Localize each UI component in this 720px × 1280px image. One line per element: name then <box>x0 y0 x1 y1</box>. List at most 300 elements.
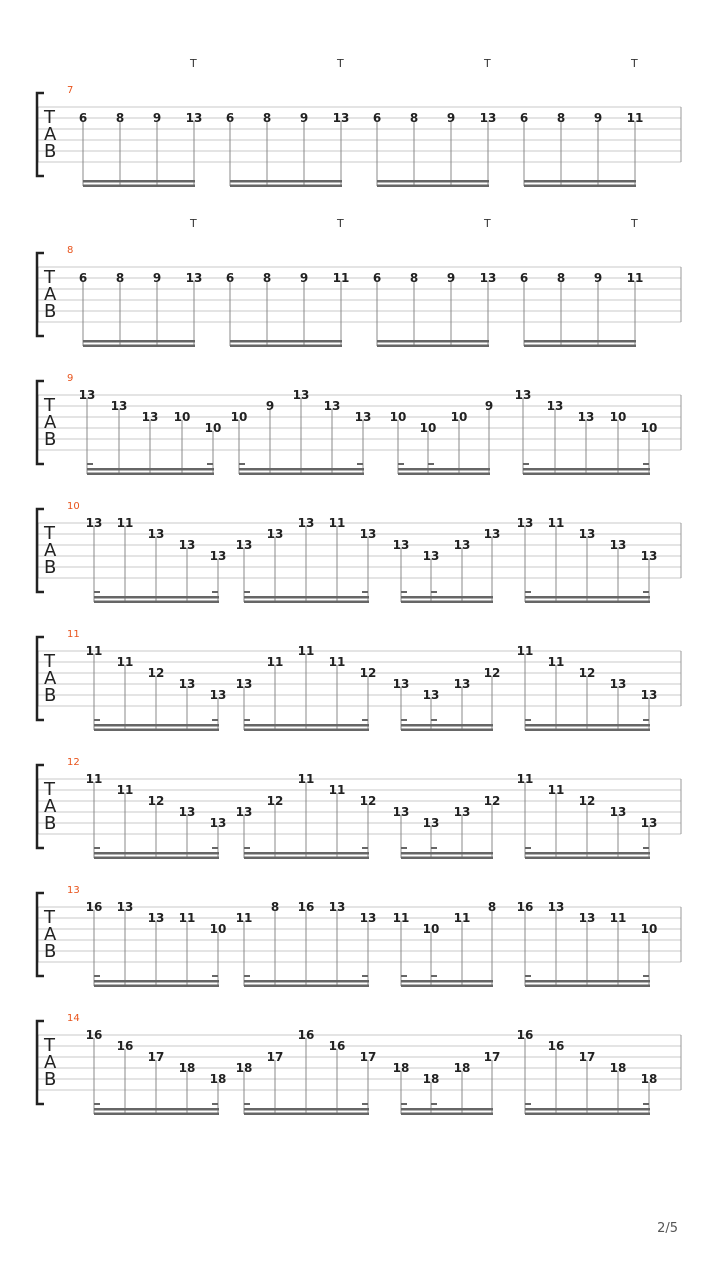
note-flag <box>401 1103 407 1105</box>
fret-number: 8 <box>556 271 566 285</box>
note-beam <box>525 724 650 727</box>
fret-number: 18 <box>609 1061 627 1075</box>
fret-number: 13 <box>547 900 565 914</box>
tab-system <box>37 629 681 731</box>
note-beam <box>377 345 489 348</box>
note-flag <box>362 847 368 849</box>
note-beam <box>377 180 489 183</box>
note-flag <box>643 975 649 977</box>
fret-number: 18 <box>422 1072 440 1086</box>
fret-number: 13 <box>609 538 627 552</box>
note-flag <box>244 847 250 849</box>
staff-bracket <box>37 381 44 464</box>
fret-number: 12 <box>483 794 501 808</box>
note-flag <box>212 719 218 721</box>
fret-number: 13 <box>209 549 227 563</box>
fret-number: 13 <box>235 538 253 552</box>
note-flag <box>87 463 93 465</box>
fret-number: 13 <box>392 538 410 552</box>
note-beam <box>244 1113 369 1116</box>
note-flag <box>401 719 407 721</box>
note-flag <box>525 1103 531 1105</box>
note-beam <box>230 180 342 183</box>
fret-number: 6 <box>372 111 382 125</box>
fret-number: 10 <box>450 410 468 424</box>
note-beam <box>398 473 490 476</box>
note-flag <box>431 591 437 593</box>
note-beam <box>377 340 489 343</box>
note-flag <box>401 591 407 593</box>
fret-number: 12 <box>147 666 165 680</box>
note-flag <box>244 719 250 721</box>
fret-number: 13 <box>116 900 134 914</box>
note-beam <box>239 468 364 471</box>
note-beam <box>244 852 369 855</box>
fret-number: 9 <box>265 399 275 413</box>
tab-clef-letter: B <box>44 429 57 450</box>
fret-number: 10 <box>204 421 222 435</box>
fret-number: 12 <box>578 794 596 808</box>
tab-system <box>37 1013 681 1115</box>
note-beam <box>83 340 195 343</box>
fret-number: 13 <box>422 816 440 830</box>
measure-number: 12 <box>67 757 80 768</box>
fret-number: 11 <box>453 911 471 925</box>
tab-clef-letter: A <box>44 124 57 145</box>
note-beam <box>244 1108 369 1111</box>
fret-number: 10 <box>209 922 227 936</box>
note-beam <box>94 601 219 604</box>
fret-number: 12 <box>359 666 377 680</box>
fret-number: 12 <box>147 794 165 808</box>
fret-number: 18 <box>453 1061 471 1075</box>
note-beam <box>525 1113 650 1116</box>
fret-number: 11 <box>235 911 253 925</box>
note-flag <box>525 975 531 977</box>
tap-marker: T <box>484 57 491 70</box>
note-flag <box>401 975 407 977</box>
note-beam <box>523 473 650 476</box>
measure-number: 10 <box>67 501 80 512</box>
fret-number: 10 <box>640 922 658 936</box>
fret-number: 12 <box>578 666 596 680</box>
fret-number: 13 <box>640 549 658 563</box>
tap-marker: T <box>337 217 344 230</box>
note-beam <box>401 1108 493 1111</box>
measure-number: 7 <box>67 85 74 96</box>
note-beam <box>524 180 636 183</box>
fret-number: 13 <box>609 805 627 819</box>
fret-number: 17 <box>147 1050 165 1064</box>
note-beam <box>94 724 219 727</box>
fret-number: 11 <box>516 644 534 658</box>
tab-clef-letter: A <box>44 412 57 433</box>
fret-number: 17 <box>266 1050 284 1064</box>
note-beam <box>94 596 219 599</box>
tab-clef-letter: A <box>44 284 57 305</box>
page-number: 2/5 <box>657 1221 678 1236</box>
note-beam <box>244 857 369 860</box>
fret-number: 10 <box>640 421 658 435</box>
measure-number: 11 <box>67 629 80 640</box>
fret-number: 18 <box>178 1061 196 1075</box>
fret-number: 10 <box>230 410 248 424</box>
fret-number: 16 <box>516 1028 534 1042</box>
note-beam <box>94 1113 219 1116</box>
note-beam <box>87 473 214 476</box>
note-flag <box>643 463 649 465</box>
fret-number: 12 <box>359 794 377 808</box>
fret-number: 8 <box>556 111 566 125</box>
fret-number: 13 <box>147 911 165 925</box>
fret-number: 11 <box>116 783 134 797</box>
fret-number: 9 <box>593 111 603 125</box>
fret-number: 13 <box>110 399 128 413</box>
tab-system <box>37 217 681 347</box>
note-beam <box>524 345 636 348</box>
tab-clef-letter: A <box>44 924 57 945</box>
fret-number: 9 <box>484 399 494 413</box>
fret-number: 13 <box>141 410 159 424</box>
fret-number: 13 <box>178 538 196 552</box>
measure-number: 14 <box>67 1013 80 1024</box>
note-flag <box>212 1103 218 1105</box>
tap-marker: T <box>631 57 638 70</box>
tab-clef-letter: T <box>44 395 55 416</box>
fret-number: 11 <box>626 111 644 125</box>
note-beam <box>230 340 342 343</box>
tab-system <box>37 757 681 859</box>
fret-number: 16 <box>516 900 534 914</box>
note-beam <box>230 185 342 188</box>
note-flag <box>398 463 404 465</box>
tap-marker: T <box>631 217 638 230</box>
note-beam <box>524 185 636 188</box>
tab-clef-letter: B <box>44 685 57 706</box>
note-beam <box>401 980 493 983</box>
fret-number: 17 <box>359 1050 377 1064</box>
fret-number: 13 <box>453 538 471 552</box>
fret-number: 8 <box>262 111 272 125</box>
note-flag <box>94 1103 100 1105</box>
note-beam <box>87 468 214 471</box>
note-flag <box>212 847 218 849</box>
note-beam <box>94 857 219 860</box>
fret-number: 13 <box>147 527 165 541</box>
tab-system <box>37 885 681 987</box>
note-flag <box>244 591 250 593</box>
fret-number: 13 <box>609 677 627 691</box>
fret-number: 13 <box>640 816 658 830</box>
note-flag <box>525 591 531 593</box>
fret-number: 13 <box>85 516 103 530</box>
note-beam <box>244 724 369 727</box>
fret-number: 8 <box>262 271 272 285</box>
fret-number: 13 <box>235 805 253 819</box>
note-beam <box>525 852 650 855</box>
tap-marker: T <box>190 217 197 230</box>
note-flag <box>431 975 437 977</box>
fret-number: 12 <box>483 666 501 680</box>
fret-number: 13 <box>328 900 346 914</box>
measure-number: 9 <box>67 373 74 384</box>
note-beam <box>377 185 489 188</box>
note-flag <box>643 591 649 593</box>
fret-number: 11 <box>328 516 346 530</box>
fret-number: 16 <box>85 1028 103 1042</box>
fret-number: 13 <box>479 111 497 125</box>
note-beam <box>244 980 369 983</box>
note-flag <box>94 591 100 593</box>
tab-clef-letter: B <box>44 301 57 322</box>
fret-number: 16 <box>85 900 103 914</box>
fret-number: 11 <box>547 516 565 530</box>
fret-number: 11 <box>85 772 103 786</box>
note-beam <box>525 985 650 988</box>
note-flag <box>401 847 407 849</box>
note-flag <box>244 1103 250 1105</box>
note-flag <box>525 719 531 721</box>
fret-number: 13 <box>185 111 203 125</box>
note-beam <box>401 852 493 855</box>
note-beam <box>525 601 650 604</box>
staff-bracket <box>37 765 44 848</box>
fret-number: 9 <box>152 111 162 125</box>
fret-number: 9 <box>299 111 309 125</box>
fret-number: 18 <box>640 1072 658 1086</box>
fret-number: 8 <box>115 271 125 285</box>
fret-number: 13 <box>354 410 372 424</box>
note-flag <box>94 975 100 977</box>
tab-clef-letter: T <box>44 651 55 672</box>
note-flag <box>362 975 368 977</box>
fret-number: 13 <box>78 388 96 402</box>
note-beam <box>525 857 650 860</box>
tab-clef-letter: T <box>44 267 55 288</box>
note-flag <box>525 847 531 849</box>
fret-number: 9 <box>446 111 456 125</box>
fret-number: 13 <box>209 816 227 830</box>
staff-bracket <box>37 93 44 176</box>
fret-number: 11 <box>547 783 565 797</box>
fret-number: 13 <box>332 111 350 125</box>
note-beam <box>525 596 650 599</box>
fret-number: 13 <box>359 527 377 541</box>
staff-bracket <box>37 253 44 336</box>
tab-clef-letter: T <box>44 107 55 128</box>
fret-number: 13 <box>178 805 196 819</box>
tab-clef-letter: T <box>44 1035 55 1056</box>
note-beam <box>244 729 369 732</box>
fret-number: 11 <box>332 271 350 285</box>
note-beam <box>401 985 493 988</box>
fret-number: 13 <box>266 527 284 541</box>
note-beam <box>244 601 369 604</box>
tab-clef-letter: A <box>44 796 57 817</box>
note-flag <box>357 463 363 465</box>
note-beam <box>525 729 650 732</box>
fret-number: 11 <box>609 911 627 925</box>
staff-bracket <box>37 509 44 592</box>
fret-number: 6 <box>225 271 235 285</box>
note-beam <box>230 345 342 348</box>
fret-number: 8 <box>409 111 419 125</box>
tab-clef-letter: A <box>44 540 57 561</box>
measure-number: 13 <box>67 885 80 896</box>
tab-clef-letter: B <box>44 141 57 162</box>
note-beam <box>83 180 195 183</box>
fret-number: 16 <box>297 1028 315 1042</box>
fret-number: 16 <box>297 900 315 914</box>
note-flag <box>643 847 649 849</box>
staff-bracket <box>37 893 44 976</box>
fret-number: 11 <box>516 772 534 786</box>
fret-number: 8 <box>115 111 125 125</box>
fret-number: 13 <box>453 677 471 691</box>
note-flag <box>94 719 100 721</box>
note-beam <box>401 601 493 604</box>
fret-number: 13 <box>185 271 203 285</box>
fret-number: 13 <box>577 410 595 424</box>
fret-number: 13 <box>235 677 253 691</box>
staff-bracket <box>37 1021 44 1104</box>
note-flag <box>428 463 434 465</box>
fret-number: 10 <box>389 410 407 424</box>
fret-number: 9 <box>593 271 603 285</box>
fret-number: 13 <box>178 677 196 691</box>
fret-number: 13 <box>297 516 315 530</box>
fret-number: 18 <box>235 1061 253 1075</box>
note-beam <box>239 473 364 476</box>
note-beam <box>83 185 195 188</box>
fret-number: 16 <box>116 1039 134 1053</box>
note-flag <box>523 463 529 465</box>
fret-number: 18 <box>209 1072 227 1086</box>
fret-number: 9 <box>299 271 309 285</box>
tab-clef-letter: T <box>44 523 55 544</box>
fret-number: 11 <box>297 644 315 658</box>
note-beam <box>525 980 650 983</box>
tab-clef-letter: B <box>44 1069 57 1090</box>
fret-number: 9 <box>446 271 456 285</box>
fret-number: 13 <box>578 527 596 541</box>
note-beam <box>401 729 493 732</box>
fret-number: 6 <box>225 111 235 125</box>
fret-number: 16 <box>547 1039 565 1053</box>
fret-number: 8 <box>270 900 280 914</box>
note-beam <box>94 980 219 983</box>
fret-number: 10 <box>609 410 627 424</box>
tap-marker: T <box>484 217 491 230</box>
fret-number: 17 <box>578 1050 596 1064</box>
fret-number: 13 <box>422 688 440 702</box>
fret-number: 13 <box>292 388 310 402</box>
tab-clef-letter: A <box>44 1052 57 1073</box>
fret-number: 13 <box>483 527 501 541</box>
fret-number: 13 <box>514 388 532 402</box>
fret-number: 13 <box>640 688 658 702</box>
note-beam <box>244 985 369 988</box>
fret-number: 6 <box>519 271 529 285</box>
fret-number: 12 <box>266 794 284 808</box>
note-flag <box>212 975 218 977</box>
note-beam <box>83 345 195 348</box>
fret-number: 17 <box>483 1050 501 1064</box>
fret-number: 11 <box>297 772 315 786</box>
note-beam <box>401 724 493 727</box>
note-beam <box>401 857 493 860</box>
tab-clef-letter: A <box>44 668 57 689</box>
fret-number: 16 <box>328 1039 346 1053</box>
measure-number: 8 <box>67 245 74 256</box>
note-flag <box>94 847 100 849</box>
fret-number: 13 <box>359 911 377 925</box>
fret-number: 11 <box>266 655 284 669</box>
fret-number: 10 <box>419 421 437 435</box>
note-flag <box>431 1103 437 1105</box>
fret-number: 13 <box>392 677 410 691</box>
note-beam <box>94 985 219 988</box>
tab-clef-letter: B <box>44 941 57 962</box>
fret-number: 18 <box>392 1061 410 1075</box>
note-flag <box>207 463 213 465</box>
fret-number: 13 <box>392 805 410 819</box>
fret-number: 13 <box>422 549 440 563</box>
note-flag <box>212 591 218 593</box>
fret-number: 11 <box>328 655 346 669</box>
note-flag <box>362 591 368 593</box>
fret-number: 13 <box>578 911 596 925</box>
fret-number: 10 <box>422 922 440 936</box>
fret-number: 13 <box>453 805 471 819</box>
fret-number: 11 <box>116 516 134 530</box>
fret-number: 13 <box>479 271 497 285</box>
note-flag <box>643 1103 649 1105</box>
fret-number: 11 <box>85 644 103 658</box>
note-flag <box>431 719 437 721</box>
fret-number: 13 <box>516 516 534 530</box>
tab-clef-letter: T <box>44 907 55 928</box>
fret-number: 8 <box>409 271 419 285</box>
tab-clef-letter: T <box>44 779 55 800</box>
note-beam <box>94 852 219 855</box>
fret-number: 6 <box>78 111 88 125</box>
note-flag <box>431 847 437 849</box>
tap-marker: T <box>190 57 197 70</box>
note-beam <box>244 596 369 599</box>
fret-number: 11 <box>328 783 346 797</box>
tap-marker: T <box>337 57 344 70</box>
fret-number: 13 <box>323 399 341 413</box>
note-beam <box>401 1113 493 1116</box>
note-beam <box>94 729 219 732</box>
tab-clef-letter: B <box>44 813 57 834</box>
note-beam <box>401 596 493 599</box>
fret-number: 13 <box>209 688 227 702</box>
note-beam <box>525 1108 650 1111</box>
fret-number: 8 <box>487 900 497 914</box>
tab-clef-letter: B <box>44 557 57 578</box>
fret-number: 11 <box>178 911 196 925</box>
note-flag <box>239 463 245 465</box>
fret-number: 10 <box>173 410 191 424</box>
note-flag <box>362 1103 368 1105</box>
fret-number: 6 <box>78 271 88 285</box>
tab-system <box>37 373 681 475</box>
note-beam <box>398 468 490 471</box>
fret-number: 11 <box>116 655 134 669</box>
fret-number: 11 <box>626 271 644 285</box>
